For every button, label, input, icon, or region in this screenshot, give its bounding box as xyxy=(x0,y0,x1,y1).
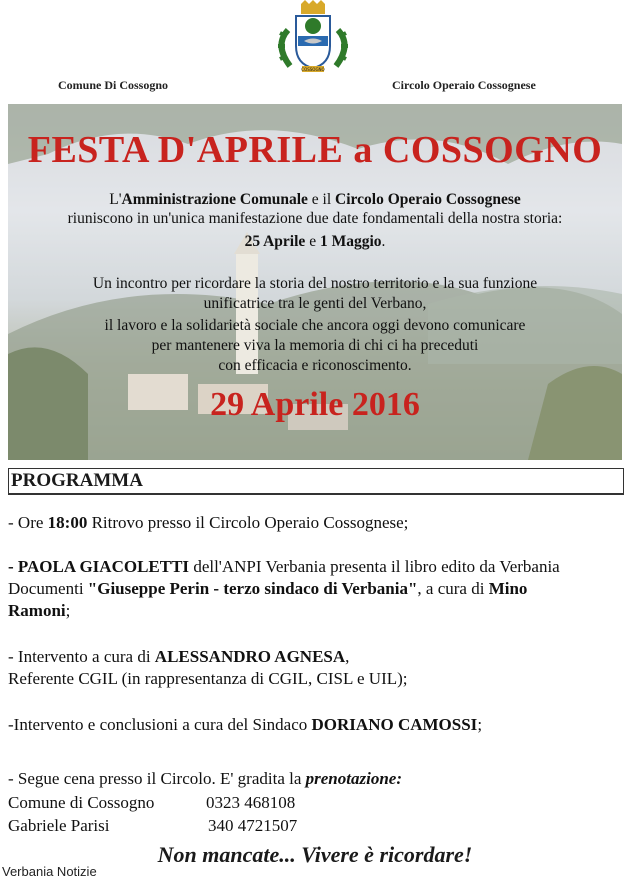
organizer-right: Circolo Operaio Cossognese xyxy=(392,78,536,92)
intro-line-2: riuniscono in un'unica manifestazione due date fondamentali della nostra storia: xyxy=(67,210,563,227)
program-item-4: -Intervento e conclusioni a cura del Sindaco DORIANO CAMOSSI; xyxy=(8,715,483,734)
program-item-3-line-1: - Intervento a cura di ALESSANDRO AGNESA, xyxy=(8,647,350,666)
coat-of-arms-icon xyxy=(268,0,358,78)
program-item-3-line-2: Referente CGIL (in rappresentanza di CGIL, CISL e UIL); xyxy=(8,669,408,688)
closing-slogan: Non mancate... Vivere è ricordare! xyxy=(157,842,473,867)
body-line: per mantenere viva la memoria di chi ci ha preceduti xyxy=(151,337,479,354)
program-item-2-line-1: - PAOLA GIACOLETTI dell'ANPI Verbania presenta il libro edito da Verbania xyxy=(8,557,560,576)
program-heading-box xyxy=(8,468,624,495)
intro-line-1: L'Amministrazione Comunale e il Circolo Operaio Cossognese xyxy=(109,191,521,208)
event-date: 29 Aprile 2016 xyxy=(210,386,420,423)
svg-text:COSSOGNO: COSSOGNO xyxy=(301,67,325,72)
contact-name: Gabriele Parisi xyxy=(8,816,110,835)
body-line: Un incontro per ricordare la storia del nostro territorio e la sua funzione xyxy=(92,275,538,292)
program-item-2-line-3: Ramoni; xyxy=(8,601,71,620)
intro-line-3: 25 Aprile e 1 Maggio. xyxy=(244,233,386,250)
source-credit: Verbania Notizie xyxy=(2,864,97,879)
body-line: unificatrice tra le genti del Verbano, xyxy=(203,295,427,312)
contact-name: Comune di Cossogno xyxy=(8,793,155,812)
program-heading: PROGRAMMA xyxy=(11,470,143,491)
body-line: il lavoro e la solidarietà sociale che ancora oggi devono comunicare xyxy=(104,317,526,334)
organizer-left: Comune Di Cossogno xyxy=(58,78,169,92)
body-line: con efficacia e riconoscimento. xyxy=(218,357,412,374)
contact-phone: 340 4721507 xyxy=(208,816,298,835)
event-title: FESTA D'APRILE a COSSOGNO xyxy=(27,129,603,171)
program-item-2-line-2: Documenti "Giuseppe Perin - terzo sindaco di Verbania", a cura di Mino xyxy=(8,579,528,598)
program-item-5: - Segue cena presso il Circolo. E' gradita la prenotazione: xyxy=(8,769,402,788)
contact-phone: 0323 468108 xyxy=(206,793,296,812)
program-item-1: - Ore 18:00 Ritrovo presso il Circolo Operaio Cossognese; xyxy=(8,513,409,532)
